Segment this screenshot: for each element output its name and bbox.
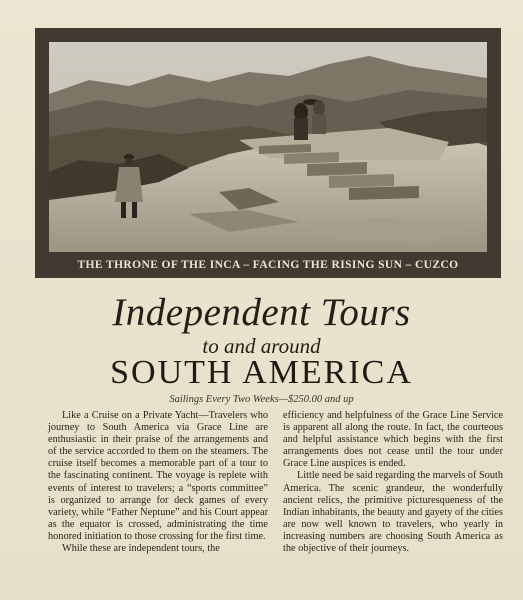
left-paragraph-2: While these are independent tours, the: [62, 543, 220, 555]
right-paragraph-2: Little need be said regarding the marvels of South America. The scenic grandeur, the wonderfully ancient relics, the primitive picturesqueness of the Indian inhabitants, the beauty and gayety of the cities are now well known to travelers, who yearly in increasing numbers are choosing South America as the objective of their journeys.: [283, 470, 503, 555]
body-column-left: [48, 410, 268, 555]
body-column-right: [283, 410, 503, 555]
headline-independent-tours: Independent Tours: [112, 291, 411, 334]
left-paragraph-1: Like a Cruise on a Private Yacht—Travelers who journey to South America via Grace Line are enthusiastic in their praise of the arrangements and of the service accorded to them on the steamers. The cruise itself becomes a memorable part of a tour to the fascinating continent. The voyage is replete with events of interest to travelers; a “sports committee” is organized to arrange for deck games of every variety, while “Father Neptune” and his Court appear as the equator is crossed, administrating the time honored initiation to those crossing for the first time.: [48, 410, 268, 542]
photo-caption: THE THRONE OF THE INCA – FACING THE RISING SUN – CUZCO: [77, 259, 459, 271]
headline-subtitle: to and around: [202, 334, 321, 358]
sailings-line: Sailings Every Two Weeks—$250.00 and up: [169, 394, 354, 405]
inca-throne-photo: [49, 42, 487, 252]
headline-main: SOUTH AMERICA: [110, 354, 413, 391]
photo-frame: [35, 28, 501, 278]
right-paragraph-1: efficiency and helpfulness of the Grace Line Service is apparent all along the route. In fact, the courteous and helpful assistance which begins with the first arrangements does not cease until the tour under Grace Line auspices is ended.: [283, 410, 503, 470]
